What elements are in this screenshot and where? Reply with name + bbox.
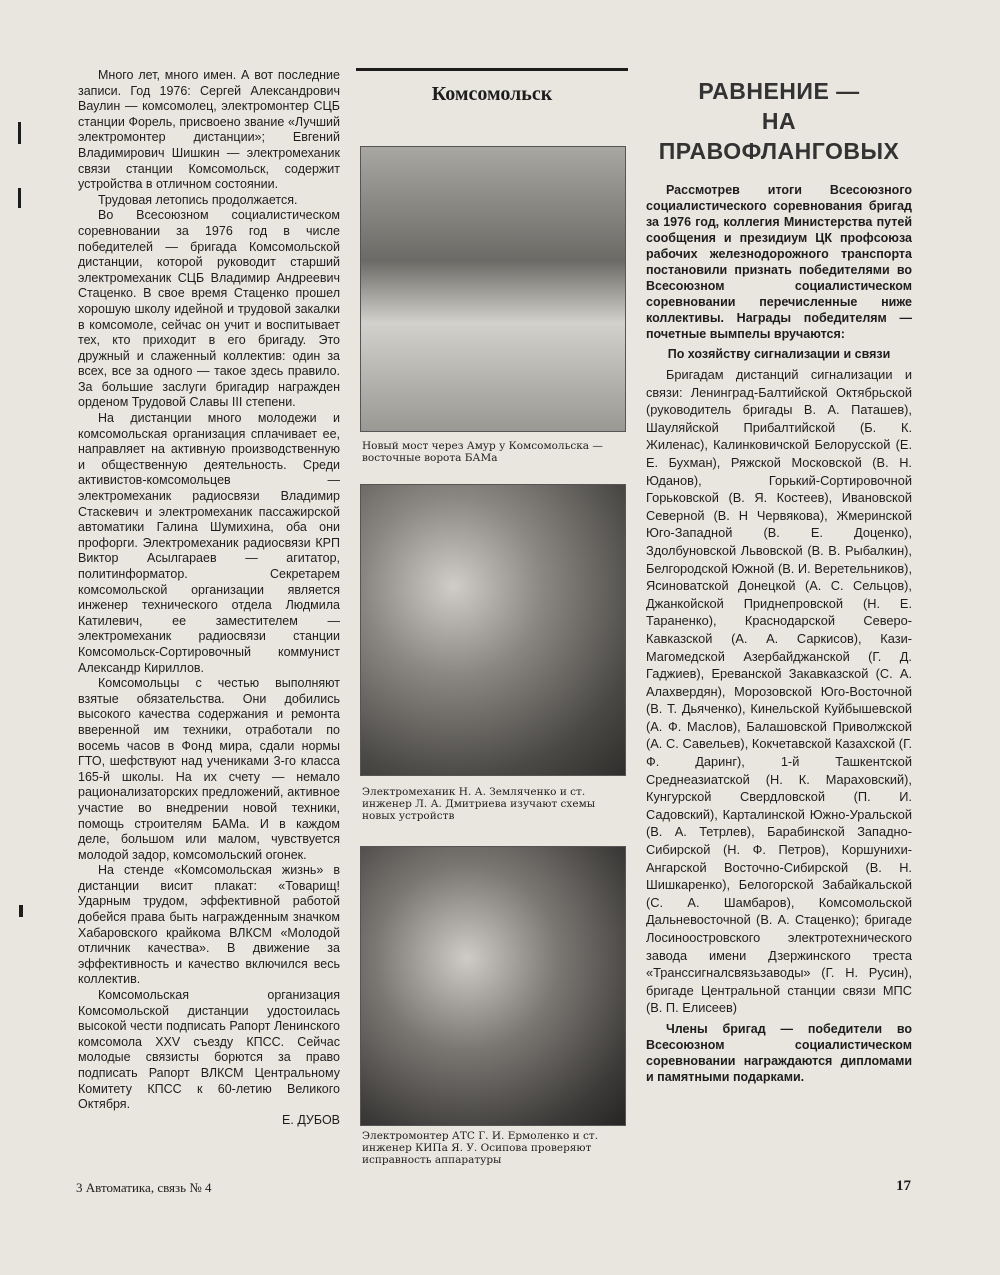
right-article-column [646,76,912,1085]
engineers-photo [360,484,626,776]
title-line: РАВНЕНИЕ — [698,78,860,104]
telephone-exchange-photo [360,846,626,1126]
section-heading: Комсомольск [356,68,628,114]
page-number: 17 [896,1178,911,1194]
margin-mark [18,188,21,208]
photo-caption: Электромеханик Н. А. Земляченко и ст. инженер Л. А. Дмитриева изучают схемы новых устройств [362,786,596,822]
paragraph: Во Всесоюзном социалистическом соревновании за 1976 год в числе победителей — бригада Комсомольской дистанции, которой руководит старший электромеханик СЦБ Владимир Андреевич Стаценко. В свое время Стаценко прошел хорошую школу идейной и трудовой закалки в комсомоле, сейчас он учит и воспитывает тех, кто приходит в его бригаду. Это дружный и слаженный коллектив: один за всех, все за одного — такое здесь правило. За большие заслуги бригадир награжден орденом Трудовой Славы III степени. [78,208,340,410]
paragraph: Комсомольская организация Комсомольской дистанции удостоилась высокой чести подписать Рапорт Ленинского комсомола XXV съезду КПСС. Сейчас молодые связисты борются за право подписать Рапорт ВЛКСМ Центральному Комитету КПСС к 60-летию Великого Октября. [78,988,340,1112]
margin-mark [19,905,23,917]
paragraph: Комсомольцы с честью выполняют взятые обязательства. Они добились высокого качества содержания и ремонта вверенной им техники, отработали по восемь часов в Фонд мира, сдали нормы ГТО, шефствуют над учениками 3-го класса 165-й школы. На их счету — немало рационализаторских предложений, активное участие во внедрении новой техники, помощь строителям БАМа. И в каждом деле, большом или малом, чувствуется молодой задор, комсомольский огонек. [78,676,340,862]
closing-paragraph: Члены бригад — победители во Всесоюзном социалистическом соревновании награждаются дипломами и памятными подарками. [646,1021,912,1084]
margin-mark [18,122,21,144]
paragraph: На дистанции много молодежи и комсомольская организация сплачивает ее, направляет на активную производственную и общественную деятельность. Среди активистов-комсомольцев — электромеханик радиосвязи Владимир Стаскевич и электромеханик пассажирской автоматики Галина Шумихина, оба они профорги. Электромеханик радиосвязи КРП Виктор Асылгараев — агитатор, политинформатор. Секретарем комсомольской организации является инженер технического отдела Людмила Катилевич, ее заместителем — электромеханик радиосвязи станции Комсомольск-Сортировочный коммунист Александр Кириллов. [78,411,340,675]
winners-list: Бригадам дистанций сигнализации и связи: Ленинград-Балтийской Октябрьской (руководитель бригады В. А. Паташев), Шауляйской Прибалтийской (Б. К. Жиленас), Калинковичской Белорусской (Е. Е. Бухман), Ряжской Московской (В. Н. Юданов), Горький-Сортировочной Горьковской (В. Я. Костеев), Ивановской Северной (В. Н Червякова), Жмеринской Юго-Западной (В. Е. Доценко), Здолбуновской Львовской (В. В. Рыбалкин), Белгородской Южной (В. И. Веретельников), Ясиноватской Донецкой (А. С. Сельцов), Джанкойской Приднепровской (Н. Е. Тараненко), Краснодарской Северо-Кавказской (А. А. Саркисов), Кази-Магомедской Азербайджанской (Г. Д. Гаджиев), Ереванской Закавказской (С. А. Алахвердян), Морозовской Юго-Восточной (В. Т. Дьяченко), Кинельской Куйбышевской (А. Ф. Маслов), Балашовской Приволжской (А. С. Савельев), Кокчетавской Казахской (Г. Ф. Даринг), 1-й Ташкентской Среднеазиатской (Н. К. Мараховский), Кунгурской Свердловской (П. И. Садовский), Карталинской Южно-Уральской (В. А. Тетрлев), Барабинской Западно-Сибирской (Н. Ф. Петров), Коршунихи-Ангарской Восточно-Сибирской (В. Н. Шишкаренко), Белогорской Забайкальской (С. А. Шамбаров), Комсомольской Дальневосточной (В. А. Стаценко); бригаде Лосиноостровского электротехнического завода имени Дзержинского треста «Транссигналсвязьзаводы» (Г. Н. Русин), бригаде Центральной станции связи МПС (В. П. Елисеев) [646,367,912,1016]
footer-journal-info: 3 Автоматика, связь № 4 [76,1180,212,1195]
intro-paragraph: Рассмотрев итоги Всесоюзного социалистического соревнования бригад за 1976 год, коллегия Министерства путей сообщения и президиум ЦК профсоюза рабочих железнодорожного транспорта постановили признать победителями во Всесоюзном социалистическом соревновании перечисленные ниже коллективы. Награды победителям — почетные вымпелы вручаются: [646,183,912,341]
photo-caption: Новый мост через Амур у Комсомольска — восточные ворота БАМа [362,440,603,464]
bridge-photo [360,146,626,432]
paragraph: На стенде «Комсомольская жизнь» в дистанции висит плакат: «Товарищ! Ударным трудом, эффективной работой добейся права быть награжденным значком Хабаровского крайкома ВЛКСМ «Молодой отличник качества». В движение за эффективность и качество включился весь коллектив. [78,863,340,987]
article-title [646,76,912,166]
left-article-column [78,68,340,1128]
middle-column [356,68,628,114]
subheading: По хозяйству сигнализации и связи [667,347,891,361]
title-line: НА ПРАВОФЛАНГОВЫХ [658,108,900,164]
author-signature: Е. ДУБОВ [282,1112,340,1127]
paragraph: Много лет, много имен. А вот последние записи. Год 1976: Сергей Александрович Ваулин — комсомолец, электромонтер СЦБ станции Форель, присвоено звание «Лучший электромонтер дистанции»; Евгений Владимирович Шишкин — электромеханик связи станции Комсомольск, содержит устройства в отличном состоянии. [78,68,340,192]
photo-caption: Электромонтер АТС Г. И. Ермоленко и ст. инженер КИПа Я. У. Осипова проверяют исправность аппаратуры [362,1130,599,1166]
paragraph: Трудовая летопись продолжается. [98,192,298,207]
